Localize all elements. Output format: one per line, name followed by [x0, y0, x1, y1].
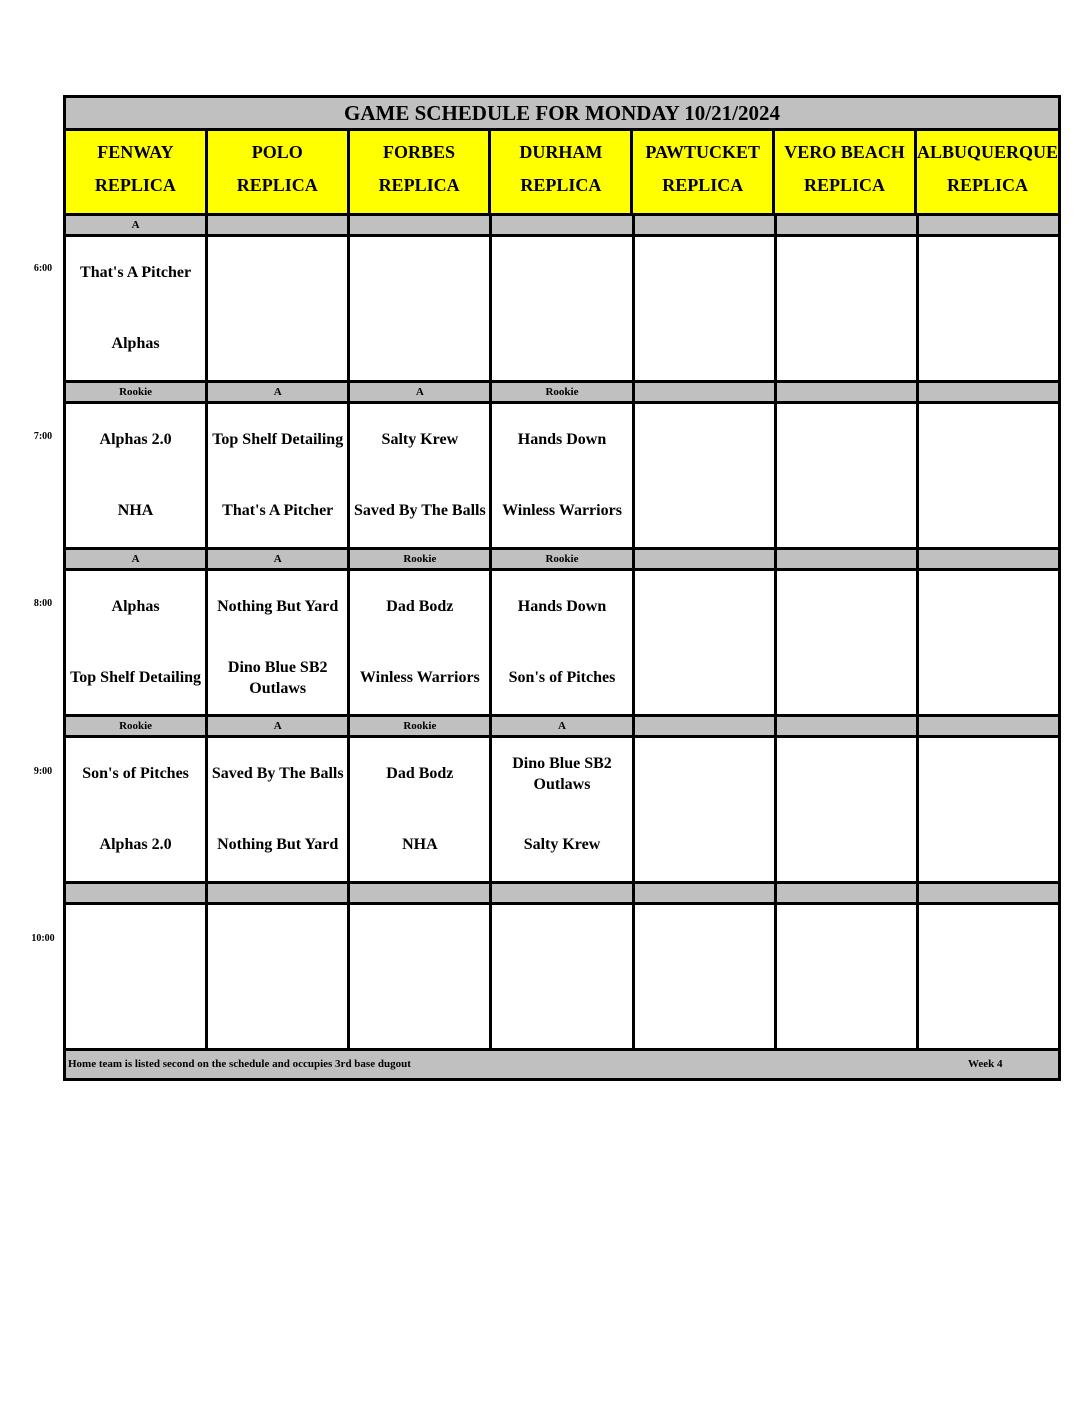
- home-team: [350, 976, 489, 1047]
- game-cell: [919, 404, 1058, 547]
- field-subtitle: REPLICA: [662, 175, 744, 195]
- away-team: [777, 404, 916, 475]
- home-team: [635, 642, 774, 713]
- away-team: [350, 237, 489, 308]
- home-team: That's A Pitcher: [222, 502, 334, 519]
- home-team: [492, 308, 631, 379]
- home-team: [777, 976, 916, 1047]
- level-label: [919, 717, 1058, 735]
- away-team: Alphas: [111, 598, 160, 615]
- game-cell: [492, 237, 634, 380]
- home-team: [919, 809, 1058, 880]
- game-row: [66, 404, 1058, 550]
- level-label: [777, 216, 919, 234]
- away-team: Dad Bodz: [386, 765, 454, 782]
- away-team: [635, 738, 774, 809]
- footer-note: Home team is listed second on the schedule and occupies 3rd base dugout: [68, 1058, 411, 1070]
- away-team: [919, 738, 1058, 809]
- game-cell: [777, 404, 919, 547]
- game-cell: [635, 905, 777, 1048]
- game-cell: [350, 404, 492, 547]
- field-subtitle: REPLICA: [236, 175, 318, 195]
- time-label: 10:00: [31, 933, 55, 944]
- level-label: [919, 216, 1058, 234]
- away-team: [66, 905, 205, 976]
- home-team: [208, 308, 347, 379]
- game-row: [66, 237, 1058, 383]
- away-team: [777, 237, 916, 308]
- level-label: Rookie: [350, 550, 492, 568]
- level-label: [492, 216, 634, 234]
- field-header: [208, 131, 350, 213]
- field-header: [491, 131, 633, 213]
- field-subtitle: REPLICA: [804, 175, 886, 195]
- game-cell: [777, 237, 919, 380]
- game-cell: [66, 571, 208, 714]
- home-team: [208, 976, 347, 1047]
- level-label: [777, 884, 919, 902]
- home-team: [350, 308, 489, 379]
- level-label: A: [492, 717, 634, 735]
- game-cell: [777, 905, 919, 1048]
- field-header: [917, 131, 1058, 213]
- field-subtitle: REPLICA: [946, 175, 1028, 195]
- game-cell: [492, 738, 634, 881]
- home-team: Nothing But Yard: [217, 836, 339, 853]
- field-header: [350, 131, 492, 213]
- level-label: [777, 550, 919, 568]
- home-team: [777, 308, 916, 379]
- time-slots: [66, 216, 1058, 1051]
- level-label: [919, 884, 1058, 902]
- game-cell: [919, 571, 1058, 714]
- time-label: 9:00: [33, 765, 53, 777]
- game-cell: [66, 905, 208, 1048]
- level-label: [635, 383, 777, 401]
- time-label: 6:00: [33, 263, 53, 274]
- field-name: ALBUQUERQUE: [916, 142, 1058, 162]
- away-team: Nothing But Yard: [217, 598, 339, 615]
- away-team: [635, 404, 774, 475]
- away-team: Salty Krew: [381, 431, 459, 448]
- home-team: [919, 642, 1058, 713]
- game-cell: [919, 905, 1058, 1048]
- game-cell: [208, 738, 350, 881]
- game-cell: [350, 905, 492, 1048]
- level-label: [492, 884, 634, 902]
- home-team: Winless Warriors: [359, 669, 480, 686]
- home-team: [919, 308, 1058, 379]
- away-team: That's A Pitcher: [80, 264, 192, 281]
- level-row: [66, 216, 1058, 237]
- home-team: [777, 475, 916, 546]
- game-cell: [208, 571, 350, 714]
- field-name: FENWAY: [97, 142, 174, 162]
- level-row: [66, 884, 1058, 905]
- away-team: [777, 571, 916, 642]
- field-name: PAWTUCKET: [645, 142, 761, 162]
- field-subtitle: REPLICA: [520, 175, 602, 195]
- away-team: [350, 905, 489, 976]
- home-team: Alphas 2.0: [99, 836, 172, 853]
- game-cell: [208, 237, 350, 380]
- game-cell: [635, 571, 777, 714]
- home-team: [635, 809, 774, 880]
- home-team: [66, 976, 205, 1047]
- field-header: [775, 131, 917, 213]
- game-cell: [350, 571, 492, 714]
- level-label: [635, 717, 777, 735]
- game-cell: [208, 404, 350, 547]
- away-team: Saved By The Balls: [211, 765, 344, 782]
- away-team: Alphas 2.0: [99, 431, 172, 448]
- away-team: [492, 905, 631, 976]
- level-label: [635, 884, 777, 902]
- field-name: FORBES: [383, 142, 456, 162]
- level-label: Rookie: [66, 383, 208, 401]
- home-team: Dino Blue SB2 Outlaws: [227, 658, 328, 697]
- game-cell: [350, 738, 492, 881]
- level-row: [66, 383, 1058, 404]
- home-team: Top Shelf Detailing: [70, 669, 202, 686]
- home-team: Son's of Pitches: [508, 669, 616, 686]
- away-team: Dino Blue SB2 Outlaws: [512, 754, 612, 793]
- level-label: Rookie: [492, 550, 634, 568]
- level-label: [208, 216, 350, 234]
- week-label: Week 4: [968, 1058, 1003, 1070]
- game-cell: [350, 237, 492, 380]
- home-team: [919, 475, 1058, 546]
- level-label: [635, 550, 777, 568]
- away-team: Hands Down: [517, 431, 607, 448]
- game-cell: [919, 738, 1058, 881]
- home-team: [777, 642, 916, 713]
- home-team: [777, 809, 916, 880]
- away-team: [919, 571, 1058, 642]
- level-label: Rookie: [492, 383, 634, 401]
- game-cell: [66, 738, 208, 881]
- home-team: [919, 976, 1058, 1047]
- level-label: A: [208, 550, 350, 568]
- away-team: [635, 571, 774, 642]
- level-row: [66, 550, 1058, 571]
- home-team: Winless Warriors: [502, 502, 622, 519]
- home-team: Alphas: [111, 335, 160, 352]
- away-team: [635, 237, 774, 308]
- away-team: [208, 905, 347, 976]
- field-header: [66, 131, 208, 213]
- home-team: [635, 308, 774, 379]
- level-label: [66, 884, 208, 902]
- game-cell: [208, 905, 350, 1048]
- home-team: [492, 976, 631, 1047]
- home-team: NHA: [402, 836, 438, 853]
- away-team: Top Shelf Detailing: [212, 431, 344, 448]
- level-label: [350, 884, 492, 902]
- away-team: [492, 237, 631, 308]
- field-name: VERO BEACH: [784, 142, 905, 162]
- level-label: A: [66, 550, 208, 568]
- home-team: [635, 976, 774, 1047]
- game-cell: [635, 404, 777, 547]
- level-label: [635, 216, 777, 234]
- level-label: [350, 216, 492, 234]
- level-label: [919, 383, 1058, 401]
- game-row: [66, 738, 1058, 884]
- away-team: [777, 905, 916, 976]
- game-cell: [66, 237, 208, 380]
- footer-bar: [66, 1051, 1058, 1078]
- level-label: A: [350, 383, 492, 401]
- home-team: NHA: [117, 502, 154, 519]
- away-team: [208, 237, 347, 308]
- home-team: [635, 475, 774, 546]
- game-cell: [919, 237, 1058, 380]
- game-cell: [635, 237, 777, 380]
- away-team: [919, 404, 1058, 475]
- away-team: [777, 738, 916, 809]
- field-name: DURHAM: [519, 142, 603, 162]
- game-cell: [492, 404, 634, 547]
- game-cell: [777, 571, 919, 714]
- away-team: Dad Bodz: [386, 598, 454, 615]
- game-cell: [66, 404, 208, 547]
- home-team: Salty Krew: [523, 836, 601, 853]
- game-cell: [492, 905, 634, 1048]
- home-team: Saved By The Balls: [353, 502, 486, 519]
- level-row: [66, 717, 1058, 738]
- level-label: Rookie: [350, 717, 492, 735]
- schedule-sheet: [63, 95, 1061, 1081]
- game-cell: [777, 738, 919, 881]
- level-label: A: [66, 216, 208, 234]
- away-team: Hands Down: [517, 598, 607, 615]
- level-label: Rookie: [66, 717, 208, 735]
- field-header: [633, 131, 775, 213]
- field-header-row: [66, 131, 1058, 216]
- time-label: 7:00: [33, 430, 53, 442]
- time-label: 8:00: [33, 598, 53, 609]
- schedule-title: GAME SCHEDULE FOR MONDAY 10/21/2024: [66, 98, 1058, 131]
- away-team: [635, 905, 774, 976]
- away-team: [919, 237, 1058, 308]
- level-label: [208, 884, 350, 902]
- away-team: [919, 905, 1058, 976]
- game-row: [66, 905, 1058, 1051]
- level-label: A: [208, 717, 350, 735]
- away-team: Son's of Pitches: [82, 765, 189, 782]
- game-cell: [635, 738, 777, 881]
- level-label: [919, 550, 1058, 568]
- field-subtitle: REPLICA: [378, 175, 460, 195]
- field-name: POLO: [251, 142, 303, 162]
- level-label: A: [208, 383, 350, 401]
- game-cell: [492, 571, 634, 714]
- game-row: [66, 571, 1058, 717]
- level-label: [777, 717, 919, 735]
- level-label: [777, 383, 919, 401]
- field-subtitle: REPLICA: [94, 175, 176, 195]
